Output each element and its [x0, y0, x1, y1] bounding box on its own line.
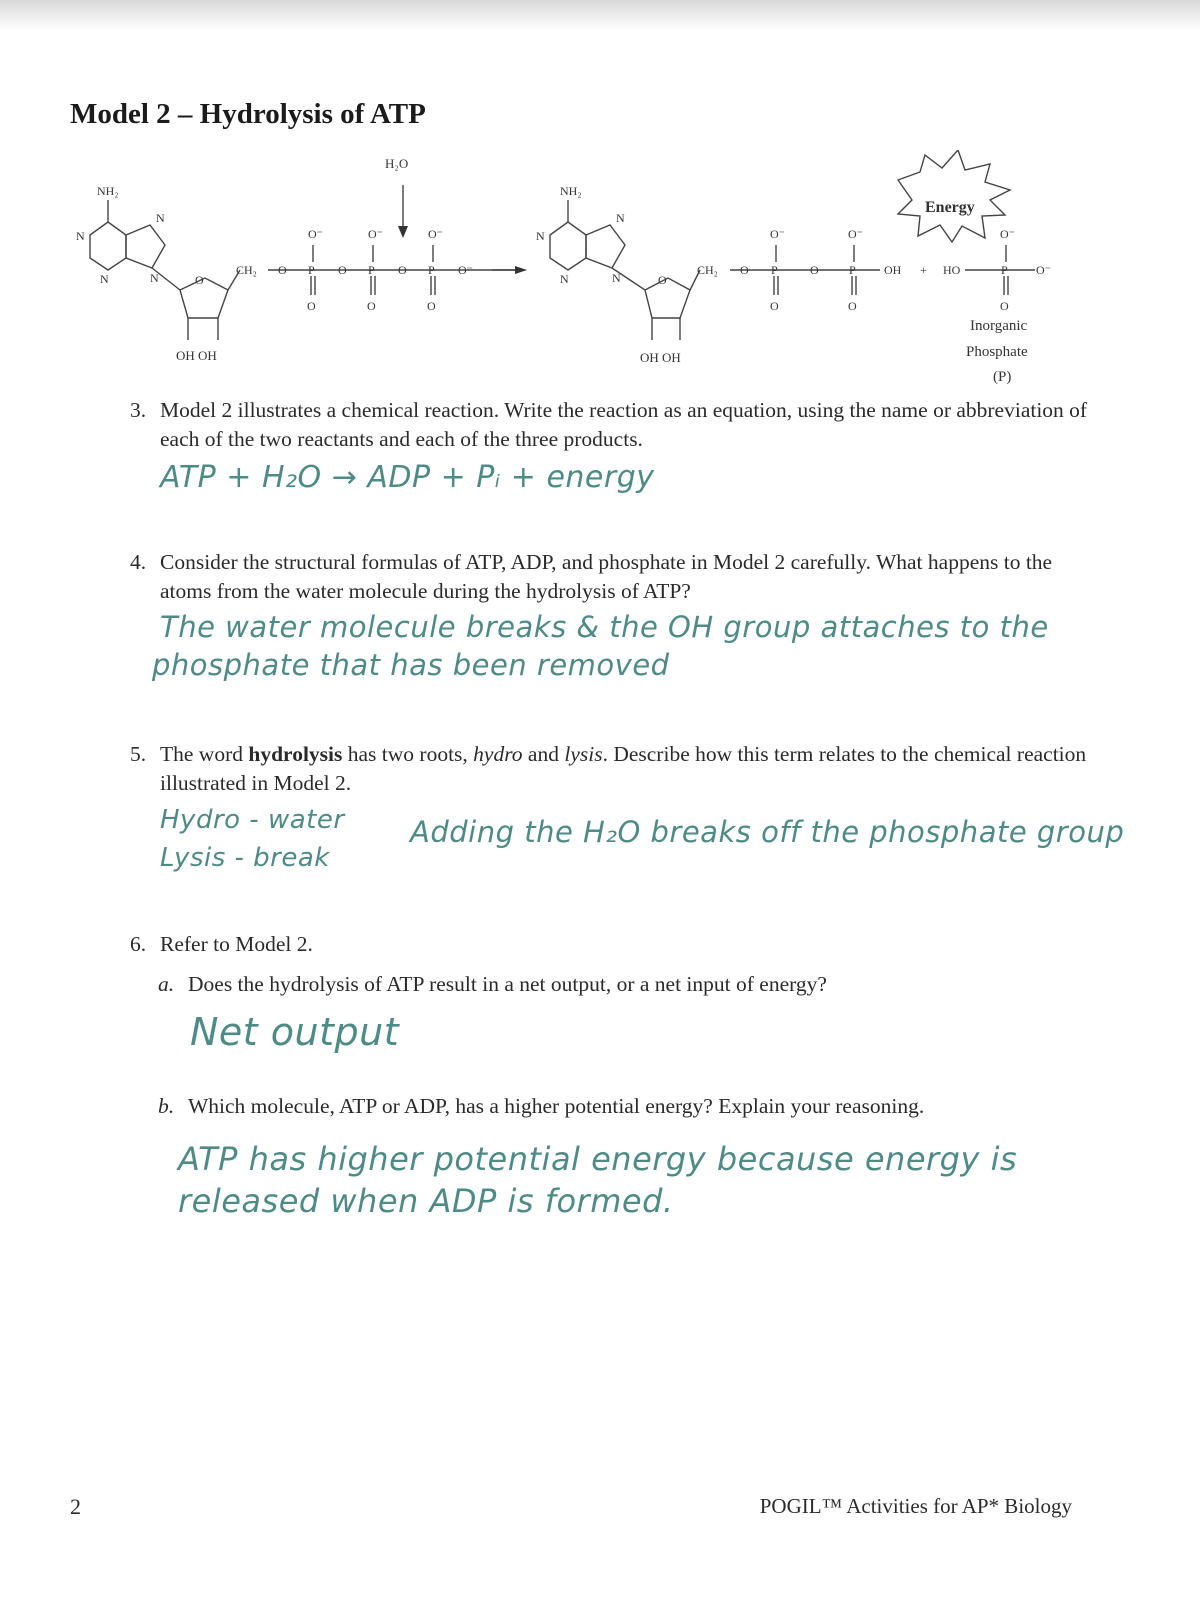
svg-text:O⁻: O⁻ — [368, 227, 383, 241]
answer-6b-line-2: released when ADP is formed. — [178, 1182, 674, 1220]
question-number: 5. — [130, 742, 147, 766]
adp-oh-label: OH OH — [640, 350, 681, 365]
svg-text:N: N — [150, 271, 159, 285]
p-label: (P) — [993, 369, 1012, 385]
svg-text:O: O — [770, 299, 779, 313]
subquestion-letter: a. — [158, 972, 175, 996]
svg-text:O: O — [278, 263, 287, 277]
series-title: POGIL™ Activities for AP* Biology — [759, 1494, 1072, 1518]
svg-text:O⁻: O⁻ — [1036, 263, 1051, 277]
svg-text:O: O — [848, 299, 857, 313]
adp-nh2-label: NH₂ — [560, 184, 582, 198]
answer-6a: Net output — [190, 1010, 400, 1054]
atp-nh2-label: NH₂ — [97, 184, 119, 198]
question-text: Consider the structural formulas of ATP, ADP, and phosphate in Model 2 carefully. What happens to the atoms from the water molecule during the hydrolysis of ATP? — [160, 550, 1053, 603]
svg-text:O: O — [338, 263, 347, 277]
svg-text:P: P — [308, 263, 315, 277]
atp-oh-label: OH OH — [176, 348, 217, 363]
svg-text:P: P — [428, 263, 435, 277]
answer-3: ATP + H₂O → ADP + Pᵢ + energy — [160, 460, 655, 495]
svg-text:N: N — [156, 211, 165, 225]
question-number: 6. — [130, 932, 147, 956]
water-label: H₂O — [385, 156, 409, 171]
svg-text:P: P — [849, 263, 856, 277]
svg-text:O: O — [307, 299, 316, 313]
atp-ch2-label: CH₂ — [236, 263, 257, 277]
svg-text:N: N — [76, 229, 85, 243]
svg-text:O: O — [195, 273, 204, 287]
svg-text:O⁻: O⁻ — [770, 227, 785, 241]
answer-4-line-2: phosphate that has been removed — [152, 648, 670, 682]
svg-text:P: P — [1001, 263, 1008, 277]
question-text: Refer to Model 2. — [160, 932, 313, 956]
svg-text:N: N — [612, 271, 621, 285]
question-text: Model 2 illustrates a chemical reaction. Write the reaction as an equation, using the name or abbreviation of each of the two reactants and each of the three products. — [160, 398, 1088, 451]
svg-text:OH: OH — [884, 263, 902, 277]
atp-hydrolysis-diagram — [0, 150, 1200, 390]
svg-text:N: N — [560, 272, 569, 286]
question-text: The word hydrolysis has two roots, hydro and lysis. Describe how this term relates to the chemical reaction illustrated in Model 2. — [160, 742, 1087, 795]
page-title: Model 2 – Hydrolysis of ATP — [70, 98, 426, 130]
svg-text:O: O — [740, 263, 749, 277]
adp-ch2-label: CH₂ — [697, 263, 718, 277]
svg-text:N: N — [616, 211, 625, 225]
inorganic-label: Inorganic — [970, 318, 1028, 334]
phosphate-label: Phosphate — [966, 344, 1028, 360]
svg-text:N: N — [536, 229, 545, 243]
subquestion-text: Which molecule, ATP or ADP, has a higher potential energy? Explain your reasoning. — [188, 1094, 925, 1118]
answer-5-explanation: Adding the H₂O breaks off the phosphate group — [410, 815, 1125, 849]
svg-text:O⁻: O⁻ — [848, 227, 863, 241]
svg-text:O⁻: O⁻ — [308, 227, 323, 241]
svg-text:O: O — [810, 263, 819, 277]
svg-text:O: O — [398, 263, 407, 277]
answer-6b-line-1: ATP has higher potential energy because energy is — [178, 1140, 1018, 1178]
svg-text:N: N — [100, 272, 109, 286]
energy-label: Energy — [925, 199, 975, 216]
question-number: 4. — [130, 550, 147, 574]
page-top-shadow — [0, 0, 1200, 30]
svg-text:HO: HO — [943, 263, 961, 277]
svg-text:O: O — [427, 299, 436, 313]
subquestion-text: Does the hydrolysis of ATP result in a net output, or a net input of energy? — [188, 972, 827, 996]
answer-5-hydro: Hydro - water — [160, 805, 345, 835]
svg-text:O⁻: O⁻ — [428, 227, 443, 241]
svg-text:O: O — [658, 273, 667, 287]
page-number: 2 — [70, 1494, 81, 1519]
svg-text:+: + — [920, 263, 927, 277]
svg-text:O⁻: O⁻ — [458, 263, 473, 277]
answer-5-lysis: Lysis - break — [160, 843, 330, 873]
question-number: 3. — [130, 398, 147, 422]
svg-text:P: P — [368, 263, 375, 277]
svg-text:O⁻: O⁻ — [1000, 227, 1015, 241]
hydrolysis-term: hydrolysis — [248, 742, 343, 766]
answer-4-line-1: The water molecule breaks & the OH group attaches to the — [160, 610, 1049, 644]
svg-text:O: O — [1000, 299, 1009, 313]
svg-text:P: P — [771, 263, 778, 277]
svg-text:O: O — [367, 299, 376, 313]
subquestion-letter: b. — [158, 1094, 175, 1118]
